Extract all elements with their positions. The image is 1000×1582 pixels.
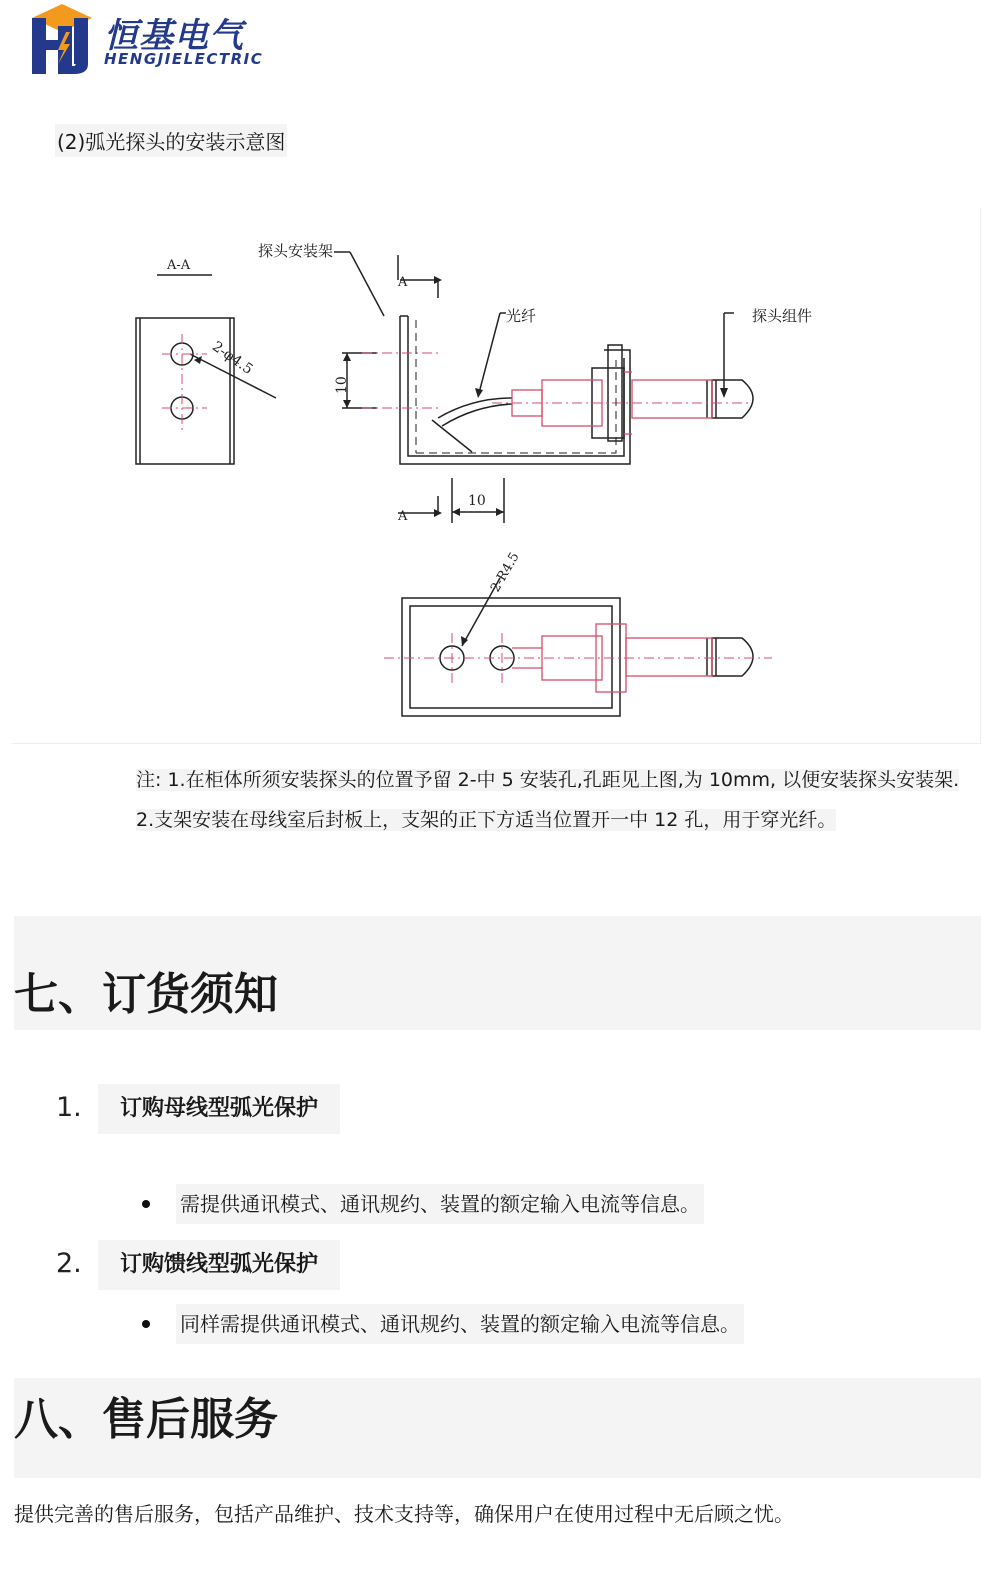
item-1-number: 1. [56,1092,82,1123]
section-7-header [14,916,981,1030]
item-2-heading: 订购馈线型弧光保护 [98,1240,340,1290]
install-notes [136,760,986,840]
section-8-header [14,1378,981,1478]
arrow-label-top: A [398,275,408,290]
brand-name-en: HENGJIELECTRIC [104,50,264,68]
note-2: 2.支架安装在母线室后封板上，支架的正下方适当位置开一中 12 孔，用于穿光纤。 [136,809,837,831]
probe-label: 探头组件 [752,307,813,325]
fiber-label: 光纤 [506,307,537,325]
section-label: A-A [167,258,191,273]
after-sales-text: 提供完善的售后服务，包括产品维护、技术支持等，确保用户在使用过程中无后顾之忧。 [14,1502,794,1526]
dim-horizontal: 10 [468,493,486,509]
installation-drawing [12,208,980,743]
section-8-title: 八、售后服务 [14,1394,278,1445]
radius-label: 2-R4.5 [488,549,523,595]
section-7-title: 七、订货须知 [14,969,278,1020]
bracket-label: 探头安装架 [258,242,334,260]
arrow-label-bottom: A [398,509,408,524]
brand-name-cn: 恒基电气 [104,16,244,56]
installation-diagram [12,208,981,744]
bullet-1-text: 需提供通讯模式、通讯规约、装置的额定输入电流等信息。 [176,1184,704,1224]
diagram-subtitle: (2)弧光探头的安装示意图 [55,124,287,157]
company-logo [28,2,96,76]
bullet-2-text: 同样需提供通讯模式、通讯规约、装置的额定输入电流等信息。 [176,1304,744,1344]
hole-label: 2-φ4.5 [209,338,256,378]
dim-vertical: 10 [334,376,350,394]
bullet-2-dot [142,1320,150,1328]
bullet-1-dot [142,1200,150,1208]
item-2-number: 2. [56,1248,82,1279]
note-1: 注: 1.在柜体所须安装探头的位置予留 2-中 5 安装孔,孔距见上图,为 10mm, 以便安装探头安装架. [136,769,960,791]
item-1-heading: 订购母线型弧光保护 [98,1084,340,1134]
